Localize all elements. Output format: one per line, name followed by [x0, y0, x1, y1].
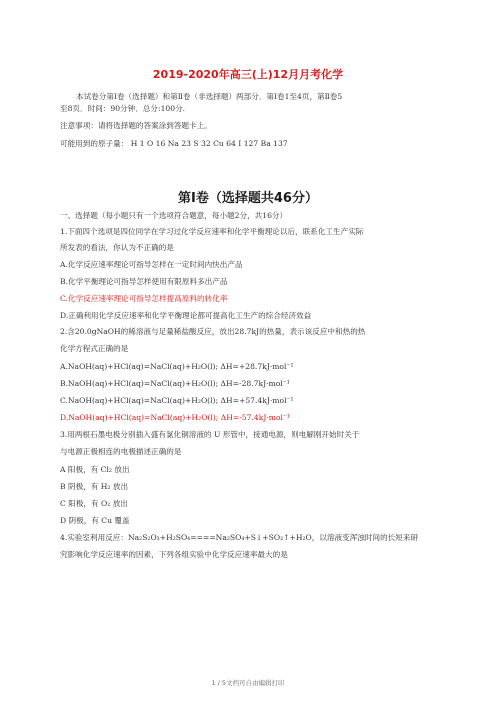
q3-stem-line-2: 与电源正极相连的电极描述正确的是 — [60, 447, 182, 456]
section-instruction: 一、选择题（每小题只有一个选项符合题意，每小题2分，共16分） — [60, 211, 288, 220]
q2-option-a: A.NaOH(aq)+HCl(aq)=NaCl(aq)+H₂O(l); ΔH=+28.7kJ·mol⁻¹ — [60, 362, 294, 371]
q2-option-d: D.NaOH(aq)+HCl(aq)=NaCl(aq)+H₂O(l); ΔH=-57.4kJ·mol⁻¹ — [60, 413, 291, 422]
q3-option-b: B 阴极，有 H₂ 放出 — [60, 482, 129, 491]
section-title: 第Ⅰ卷（选择题共46分） — [178, 191, 318, 206]
q1-option-d: D.正确利用化学反应速率和化学平衡理论都可提高化工生产的综合经济效益 — [60, 311, 312, 320]
page-footer: 1 / 5文档可自由编辑打印 — [211, 679, 285, 687]
q4-stem-line-2: 究影响化学反应速率的因素，下列各组实验中化学反应速率最大的是 — [60, 550, 288, 559]
q3-stem-line-1: 3.用两根石墨电极分别插入盛有氯化铜溶液的 U 形管中，接通电源，则电解刚开始时关于 — [60, 430, 360, 439]
q1-stem-line-2: 所发表的看法，你认为不正确的是 — [60, 243, 174, 252]
page-title: 2019-2020年高三(上)12月月考化学 — [152, 68, 344, 81]
q3-option-d: D 阴极，有 Cu 覆盖 — [60, 516, 130, 525]
q2-stem-line-1: 2.含20.0gNaOH的稀溶液与足量稀盐酸反应，放出28.7kJ的热量，表示该反应中和热的热 — [60, 327, 366, 336]
q1-option-b: B.化学平衡理论可指导怎样使用有限原料多出产品 — [60, 277, 228, 286]
notice-line: 注意事项：请将选择题的答案涂到答题卡上。 — [60, 121, 212, 130]
q2-option-b: B.NaOH(aq)+HCl(aq)=NaCl(aq)+H₂O(l); ΔH=-28.7kJ·mol⁻¹ — [60, 379, 290, 388]
intro-line-1: 本试卷分第Ⅰ卷（选择题）和第Ⅱ卷（非选择题）两部分．第Ⅰ卷1至4页，第Ⅱ卷5 — [76, 92, 343, 101]
atomic-masses-line: 可能用到的原子量： H 1 O 16 Na 23 S 32 Cu 64 I 127 Ba 137 — [60, 139, 288, 148]
q1-stem-line-1: 1.下面四个选项是四位同学在学习过化学反应速率和化学平衡理论以后，联系化工生产实际 — [60, 227, 364, 236]
q4-stem-line-1: 4.实验室利用反应：Na₂S₂O₃+H₂SO₄====Na₂SO₄+S↓+SO₂↑+H₂O，以溶液变浑浊时间的长短来研 — [60, 533, 419, 542]
q1-option-a: A.化学反应速率理论可指导怎样在一定时间内快出产品 — [60, 260, 243, 269]
intro-line-2: 至8页．时间：90分钟．总分:100分. — [60, 104, 186, 113]
q3-option-a: A 阳极，有 Cl₂ 放出 — [60, 465, 130, 474]
q2-option-c: C.NaOH(aq)+HCl(aq)=NaCl(aq)+H₂O(l); ΔH=+57.4kJ·mol⁻¹ — [60, 396, 294, 405]
q3-option-c: C 阳极，有 O₂ 放出 — [60, 499, 128, 508]
q2-stem-line-2: 化学方程式正确的是 — [60, 344, 129, 353]
q1-option-c: C.化学反应速率理论可指导怎样提高原料的转化率 — [60, 294, 228, 303]
